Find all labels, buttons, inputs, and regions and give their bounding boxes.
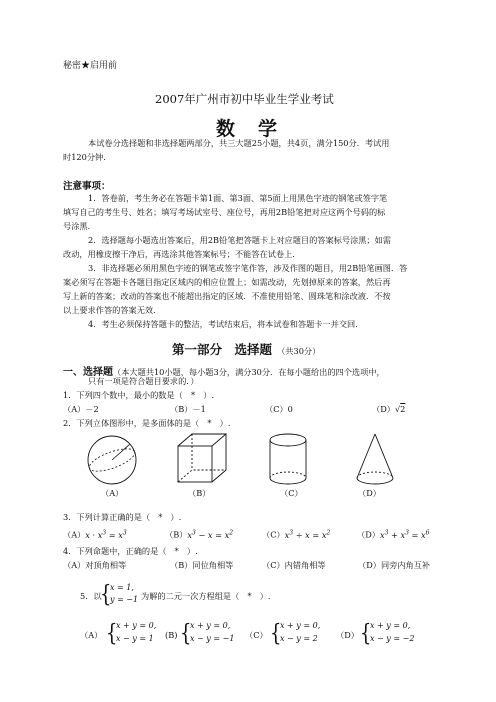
q2-option-a: （A）	[101, 488, 124, 498]
q2-option-c: （C）	[280, 488, 303, 498]
part1-title-row	[172, 339, 320, 358]
q4-stem: 4．下列命题中，正确的是（ * ）.	[63, 546, 198, 556]
left-brace: {	[270, 619, 282, 648]
note-line: 写上新的答案；改动的答案也不能超出指定的区域．不准使用铅笔、圆珠笔和涂改液．不按	[63, 291, 391, 301]
left-brace: {	[360, 619, 372, 648]
q5-option-c: （C）	[245, 630, 268, 640]
notes-heading: 注意事项：	[63, 181, 111, 192]
sphere-figure	[87, 436, 138, 484]
q3-option-d-expression: $x^3 + x^3 = x^6$	[379, 529, 430, 540]
note-line: 案必须写在答题卡各题目指定区域内的相应位置上；如需改动，先划掉原来的答案，然后再	[63, 277, 391, 287]
q3-stem: 3．下列计算正确的是（ * ）.	[63, 512, 182, 522]
q1-option-c: （C）0	[265, 404, 293, 414]
cylinder-figure	[270, 434, 306, 484]
note-line: 3．非选择题必须用黑色字迹的钢笔或签字笔作答，涉及作图的题目，用2B铅笔画图．答	[88, 263, 408, 273]
section1-desc: （本大题共10小题，每小题3分，满分30分．在每小题给出的四个选项中，	[113, 367, 385, 377]
cone-figure	[357, 434, 393, 484]
solution-equations: x = 1, y = −1	[110, 583, 139, 604]
q5-option-b: (B)	[165, 630, 178, 640]
q5-option-d: （D）	[336, 630, 359, 640]
left-brace: {	[106, 619, 118, 648]
q4-option-c: （C）内错角相等	[262, 560, 326, 570]
exam-title: 2007年广州市初中毕业生学业考试	[155, 92, 334, 106]
note-line: 4．考生必须保持答题卡的整洁，考试结束后，将本试卷和答题卡一并交回．	[88, 319, 364, 329]
subject-title: 数 学	[216, 118, 280, 140]
secret-label: 秘密★启用前	[63, 61, 118, 71]
q2-stem: 2．下列立体图形中，是多面体的是（ * ）.	[63, 418, 231, 428]
intro-line-2: 时120分钟．	[63, 152, 112, 162]
q4-option-a: （A）对顶角相等	[63, 560, 127, 570]
q5-option-a: （A）	[80, 630, 103, 640]
equation-system: x + y = 0, x − y = 1	[116, 621, 157, 643]
q5-stem-post: 为解的二元一次方程组是（ * ）.	[141, 591, 271, 601]
part1-title: 第一部分 选择题	[172, 342, 273, 357]
left-brace: {	[180, 619, 192, 648]
q3-option-a-expression: $x \cdot x^3 = x^3$	[85, 529, 127, 540]
q3-option-b-label: （B）	[165, 529, 188, 540]
q4-option-b: （B）同位角相等	[170, 560, 234, 570]
intro-line-1: 本试卷分选择题和非选择题两部分，共三大题25小题，共4页，满分150分．考试用	[88, 138, 390, 148]
q3-option-d-label: （D）	[357, 529, 380, 540]
q3-option-b-expression: $x^3 - x = x^2$	[187, 529, 234, 540]
part1-score: （共30分）	[277, 346, 321, 356]
q3-option-c-label: （C）	[262, 529, 285, 540]
q3-option-a-label: （A）	[63, 529, 86, 540]
equation-system: x + y = 0, x − y = −1	[190, 621, 235, 643]
note-line: 2．选择题每小题选出答案后，用2B铅笔把答题卡上对应题目的答案标号涂黑；如需	[88, 235, 391, 245]
note-line: 1．答卷前，考生务必在答题卡第1面、第3面、第5面上用黑色字迹的钢笔或签字笔	[88, 193, 388, 203]
q1-stem: 1．下列四个数中，最小的数是（ * ）.	[63, 390, 215, 400]
note-line: 号涂黑．	[63, 221, 96, 231]
q3-option-b	[165, 526, 233, 542]
note-line: 填写自己的考生号、姓名；填写考场试室号、座位号，再用2B铅笔把对应这两个号码的标	[63, 207, 386, 217]
q3-option-d	[357, 526, 429, 542]
q4-option-d: （D）同旁内角互补	[358, 560, 431, 570]
note-line: 以上要求作答的答案无效．	[63, 305, 162, 315]
note-line: 改动，用橡皮擦干净后，再选涂其他答案标号；不能答在试卷上．	[63, 249, 301, 259]
q1-option-d	[372, 402, 405, 416]
q2-solid-figures	[60, 430, 420, 490]
section1-label: 一、选择题	[63, 367, 113, 378]
left-brace: {	[100, 580, 112, 609]
q1-option-b: （B）－1	[170, 404, 206, 414]
equation-system: x + y = 0, x − y = −2	[370, 621, 415, 643]
q2-option-d: （D）	[358, 488, 381, 498]
q2-option-b: （B）	[188, 488, 211, 498]
cube-figure	[178, 434, 226, 482]
q5-stem-pre: 5．以	[80, 591, 102, 601]
section1-desc-2: 只有一项是符合题目要求的．）	[88, 376, 199, 386]
q3-option-a	[63, 526, 127, 542]
q3-option-c	[262, 526, 330, 542]
q1-option-d-label: （D）	[372, 404, 395, 414]
equation-system: x + y = 0, x − y = 2	[280, 621, 321, 643]
q1-option-a: （A）－2	[63, 404, 99, 414]
sqrt2-expression: √2	[394, 404, 406, 414]
q3-option-c-expression: $x^3 \div x = x^2$	[284, 529, 331, 540]
